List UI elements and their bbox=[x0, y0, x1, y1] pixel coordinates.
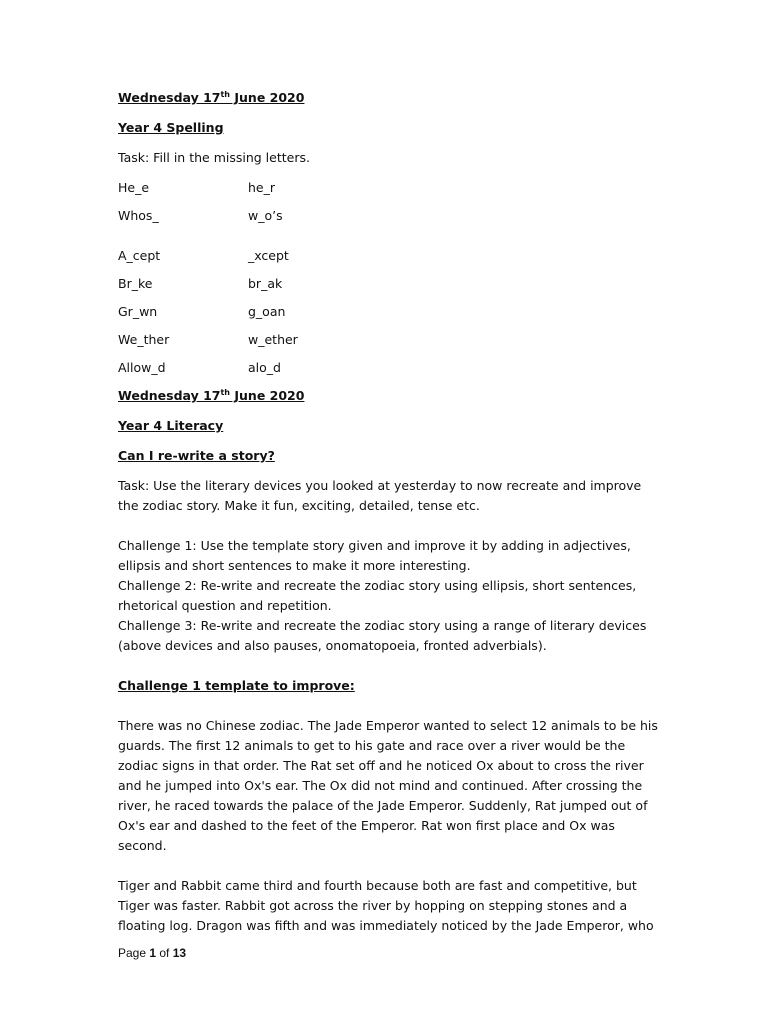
challenge-3: Challenge 3: Re-write and recreate the zodiac story using a range of literary devices (above devices and also pauses, onomatopoeia, fronted adverbials). bbox=[118, 618, 647, 653]
page-footer: Page 1 of 13 bbox=[118, 946, 187, 960]
literacy-question: Can I re-write a story? bbox=[118, 448, 275, 463]
spelling-pair: Allow_d alo_d bbox=[118, 360, 281, 375]
spelling-pair: A_cept _xcept bbox=[118, 248, 289, 263]
document-body bbox=[118, 88, 658, 936]
spelling-pair: Whos_ w_o’s bbox=[118, 208, 283, 223]
spelling-pair: Br_ke br_ak bbox=[118, 276, 283, 291]
story-paragraph-1: There was no Chinese zodiac. The Jade Emperor wanted to select 12 animals to be his guards. The first 12 animals to get to his gate and race over a river would be the zodiac signs in that order. The Rat set off and he noticed Ox about to cross the river and he jumped into Ox's ear. The Ox did not mind and continued. After crossing the river, he raced towards the palace of the Jade Emperor. Suddenly, Rat jumped out of Ox's ear and dashed to the feet of the Emperor. Rat won first place and Ox was second. bbox=[118, 718, 658, 853]
spelling-pair: We_ther w_ether bbox=[118, 332, 298, 347]
spelling-date: Wednesday 17th June 2020 bbox=[118, 89, 305, 105]
literacy-heading: Year 4 Literacy bbox=[118, 418, 224, 433]
challenge-1: Challenge 1: Use the template story given and improve it by adding in adjectives, ellipsis and short sentences to make it more interesting. bbox=[118, 538, 631, 573]
literacy-date: Wednesday 17th June 2020 bbox=[118, 387, 305, 403]
spelling-pair: He_e he_r bbox=[118, 180, 276, 195]
spelling-pair: Gr_wn g_oan bbox=[118, 304, 286, 319]
template-heading: Challenge 1 template to improve: bbox=[118, 678, 355, 693]
challenge-2: Challenge 2: Re-write and recreate the zodiac story using ellipsis, short sentences, rhetorical question and repetition. bbox=[118, 578, 637, 613]
story-paragraph-2: Tiger and Rabbit came third and fourth because both are fast and competitive, but Tiger was faster. Rabbit got across the river by hopping on stepping stones and a floating log. Dragon was fifth and was immediately noticed by the Jade Emperor, who bbox=[118, 878, 654, 933]
spelling-heading: Year 4 Spelling bbox=[118, 120, 224, 135]
literacy-task: Task: Use the literary devices you looked at yesterday to now recreate and improve the zodiac story. Make it fun, exciting, detailed, tense etc. bbox=[118, 478, 642, 513]
spelling-task: Task: Fill in the missing letters. bbox=[118, 150, 310, 165]
